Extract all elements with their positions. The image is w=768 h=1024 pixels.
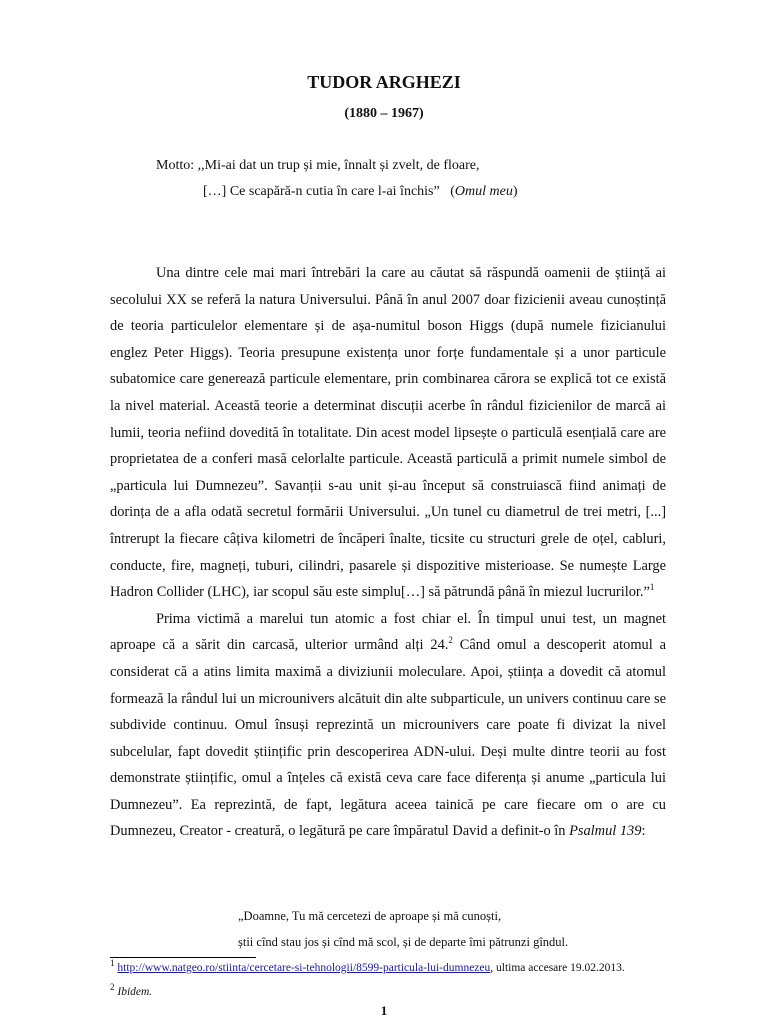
- psalm-quote: [238, 903, 568, 955]
- paragraph-1: [110, 260, 666, 606]
- motto-source: Omul meu: [454, 184, 513, 199]
- motto-line-1: [156, 158, 480, 174]
- paragraph-2-text-b: Când omul a descoperit atomul a considerat că a atins limita maximă a diviziunii moleculare. Apoi, știința a dovedit că atomul formează la rândul lui un microunivers alcătuit din alte subparticule, un univers continuu care se subdivide continuu. Omul însuși reprezintă un microunivers care poate fi divizat la nivel subcelular, fapt dovedit științific prin descoperirea ADN-ului. Deși multe dintre teorii au fost demonstrate științific, omul a înțeles că există ceva care face diferența și anume „particula lui Dumnezeu”. Ea reprezintă, de fapt, legătura aceea tainică pe care fiecare om o are cu Dumnezeu, Creator - creatură, o legătură pe care împăratul David a definit-o în: [110, 637, 666, 840]
- author-years: (1880 – 1967): [344, 106, 424, 121]
- quote-line-1: „Doamne, Tu mă cercetezi de aproape și mă cunoști,: [238, 909, 502, 923]
- footnote-1-after: , ultima accesare 19.02.2013.: [490, 962, 625, 974]
- footnote-1: [110, 958, 625, 974]
- paragraph-2-end: :: [641, 823, 646, 840]
- footnote-ref-1[interactable]: 1: [649, 582, 655, 593]
- motto-verse-2: […] Ce scapără-n cutia în care l-ai închis”: [203, 184, 440, 199]
- paragraph-2: [110, 606, 666, 845]
- footnote-1-link[interactable]: http://www.natgeo.ro/stiinta/cercetare-si-tehnologii/8599-particula-lui-dumnezeu: [117, 962, 491, 974]
- paragraph-2-text-a: Prima victimă a marelui tun atomic a fost chiar el. În timpul unui test, un magnet aproape că a sărit din carcasă, ulterior urmând alți 24.: [110, 610, 666, 654]
- motto-label: Motto:: [156, 158, 195, 173]
- footnote-2-text: Ibidem.: [117, 986, 153, 998]
- page-number: 1: [380, 1003, 388, 1018]
- psalm-reference: Psalmul 139: [569, 823, 642, 840]
- body-text: [110, 260, 666, 845]
- footnote-ref-2[interactable]: 2: [448, 635, 453, 646]
- footnote-separator: [110, 957, 256, 958]
- quote-line-2: știi cînd stau jos și cînd mă scol, și de departe îmi pătrunzi gîndul.: [238, 935, 569, 949]
- document-title: TUDOR ARGHEZI: [307, 72, 461, 92]
- footnote-1-number: 1: [110, 958, 115, 969]
- motto-source-open: (: [450, 184, 455, 199]
- footnote-2-number: 2: [110, 982, 115, 993]
- motto-verse-1: ,,Mi-ai dat un trup și mie, înnalt și zvelt, de floare,: [194, 158, 480, 173]
- paragraph-1-text: Una dintre cele mai mari întrebări la care au căutat să răspundă oamenii de știință ai secolului XX se referă la natura Universului. Până în anul 2007 doar fizicienii aveau cunoștință de teoria particulelor elementare și de așa-numitul boson Higgs (după numele fizicianului englez Peter Higgs). Teoria presupune existența unor forțe fundamentale și a unor particule subatomice care generează particule elementare, prin combinarea cărora se explică tot ce există la nivel material. Această teorie a determinat discuții acerbe în rândul fizicienilor de marcă ai lumii, teoria nefiind dovedită în totalitate. Din acest model lipsește o particulă esențială care are proprietatea de a conferi masă celorlalte particule. Această particulă a primit numele simbol de „particula lui Dumnezeu”. Savanții s-au unit și-au început să construiască fiind animați de dorința de a afla odată secretul formării Universului. „Un tunel cu diametrul de trei metri, [...] întrerupt la fiecare câțiva kilometri de încăperi înalte, ticsite cu structuri grele de oțel, cabluri, conducte, fire, magneți, tuburi, cilindri, pasarele și dispozitive misterioase. Se numește Large Hadron Collider (LHC), iar scopul său este simplu[…] să pătrundă până în miezul lucrurilor.”: [110, 265, 666, 601]
- footnote-2: [110, 982, 153, 998]
- motto-line-2: [203, 184, 518, 200]
- motto-source-close: ): [512, 184, 518, 199]
